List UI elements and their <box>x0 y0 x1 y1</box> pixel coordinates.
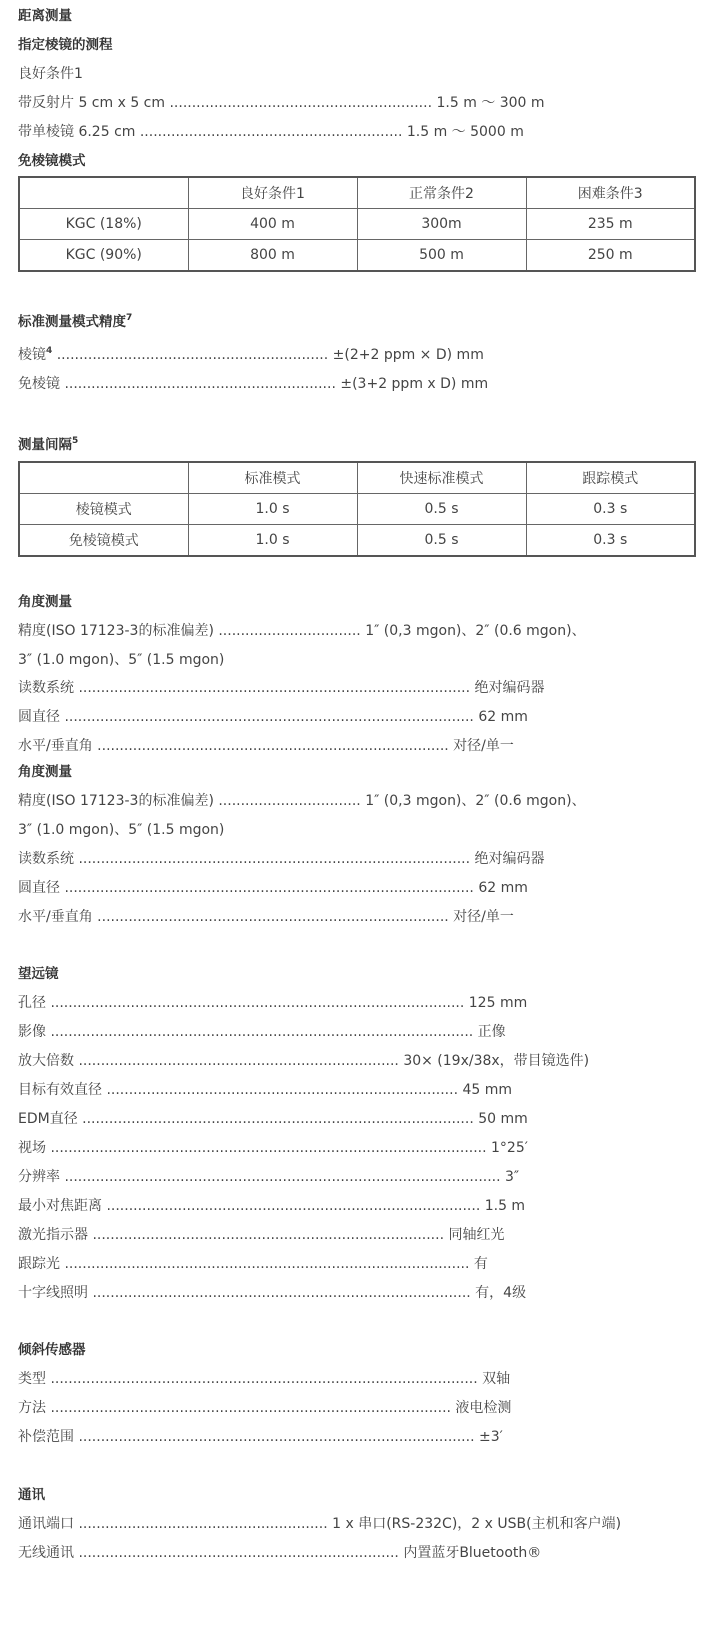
spec-line: 激光指示器 ............................................................................... 同轴红光 <box>18 1227 505 1243</box>
spec-value: ............................................................. ±(2+2 ppm × D) mm <box>52 347 484 363</box>
table-row <box>19 240 695 272</box>
table-cell: 400 m <box>188 209 357 240</box>
spec-line: 类型 ................................................................................................ 双轴 <box>18 1371 511 1387</box>
table-row <box>19 209 695 240</box>
condition-label: 良好条件1 <box>18 66 83 82</box>
table-cell: KGC (18%) <box>19 209 188 240</box>
spec-line: 分辨率 .................................................................................................. 3″ <box>18 1169 520 1185</box>
footnote-marker: 4 <box>46 346 53 356</box>
table-cell: 免棱镜模式 <box>19 525 188 557</box>
spec-line-reading-system: 读数系统 ........................................................................................ 绝对编码器 <box>18 851 545 867</box>
heading-text: 标准测量模式精度 <box>18 314 126 330</box>
spec-line: 孔径 ............................................................................................. 125 mm <box>18 995 528 1011</box>
section-heading-distance: 距离测量 <box>18 8 72 24</box>
table-cell: 跟踪模式 <box>526 462 695 494</box>
table-cell: 800 m <box>188 240 357 272</box>
spec-line-angle-accuracy: 精度(ISO 17123-3的标准偏差) ................................ 1″ (0,3 mgon)、2″ (0.6 mgon)、 <box>18 623 586 639</box>
spec-line: 通讯端口 ........................................................ 1 x 串口(RS-232C)，2 x USB(主机和客户端) <box>18 1516 622 1532</box>
spec-line: 无线通讯 ........................................................................ 内置蓝牙Bluetooth® <box>18 1545 542 1561</box>
heading-text: 测量间隔 <box>18 437 72 453</box>
spec-line: 十字线照明 ..................................................................................... 有，4级 <box>18 1285 527 1301</box>
spec-line: 最小对焦距离 .................................................................................... 1.5 m <box>18 1198 526 1214</box>
table-cell: 500 m <box>357 240 526 272</box>
spec-line: 放大倍数 ........................................................................ 30× (19x/38x，带目镜选件) <box>18 1053 590 1069</box>
spec-line-hv-angle: 水平/垂直角 ............................................................................... 对径/单一 <box>18 909 514 925</box>
table-row <box>19 525 695 557</box>
spec-line-angle-accuracy: 精度(ISO 17123-3的标准偏差) ................................ 1″ (0,3 mgon)、2″ (0.6 mgon)、 <box>18 793 586 809</box>
section-heading-interval <box>18 435 78 455</box>
table-cell: 300m <box>357 209 526 240</box>
subheading-prism-range: 指定棱镜的测程 <box>18 37 113 53</box>
spec-line-prism-accuracy <box>18 345 484 365</box>
table-header-row <box>19 462 695 494</box>
spec-line-circle-diameter: 圆直径 ............................................................................................ 62 mm <box>18 709 528 725</box>
spec-line: 补偿范围 ......................................................................................... ±3′ <box>18 1429 503 1445</box>
spec-line: 跟踪光 ........................................................................................... 有 <box>18 1256 488 1272</box>
table-cell: 250 m <box>526 240 695 272</box>
table-cell: 0.5 s <box>357 494 526 525</box>
spec-line: EDM直径 ........................................................................................ 50 mm <box>18 1111 528 1127</box>
spec-line-circle-diameter: 圆直径 ............................................................................................ 62 mm <box>18 880 528 896</box>
spec-line-angle-accuracy-cont: 3″ (1.0 mgon)、5″ (1.5 mgon) <box>18 822 225 838</box>
table-cell <box>19 462 188 494</box>
section-heading-angle: 角度测量 <box>18 764 72 780</box>
table-row <box>19 494 695 525</box>
table-cell: 困难条件3 <box>526 177 695 209</box>
table-cell: 快速标准模式 <box>357 462 526 494</box>
table-cell: KGC (90%) <box>19 240 188 272</box>
table-cell: 1.0 s <box>188 525 357 557</box>
spec-line: 目标有效直径 ............................................................................... 45 mm <box>18 1082 513 1098</box>
spec-label: 棱镜 <box>18 347 46 363</box>
spec-line: 影像 ............................................................................................... 正像 <box>18 1024 506 1040</box>
section-heading-comm: 通讯 <box>18 1487 45 1503</box>
table-header-row <box>19 177 695 209</box>
section-heading-tilt: 倾斜传感器 <box>18 1342 86 1358</box>
table-cell: 0.3 s <box>526 525 695 557</box>
table-cell: 0.5 s <box>357 525 526 557</box>
spec-line: 方法 .......................................................................................... 液电检测 <box>18 1400 512 1416</box>
table-cell: 正常条件2 <box>357 177 526 209</box>
range-table <box>18 176 696 272</box>
spec-line-single-prism: 带单棱镜 6.25 cm ........................................................... 1.5 m ～ 5000 m <box>18 124 524 140</box>
subheading-reflectorless: 免棱镜模式 <box>18 153 86 169</box>
table-cell: 235 m <box>526 209 695 240</box>
spec-line-reflectorless-accuracy: 免棱镜 ............................................................. ±(3+2 ppm x D) mm <box>18 376 489 392</box>
spec-line-angle-accuracy-cont: 3″ (1.0 mgon)、5″ (1.5 mgon) <box>18 652 225 668</box>
footnote-marker: 5 <box>72 436 79 446</box>
table-cell: 0.3 s <box>526 494 695 525</box>
spec-line-reflector: 带反射片 5 cm x 5 cm ........................................................... 1.5 m ～ 300 m <box>18 95 545 111</box>
table-cell: 1.0 s <box>188 494 357 525</box>
interval-table <box>18 461 696 557</box>
table-cell <box>19 177 188 209</box>
spec-line-hv-angle: 水平/垂直角 ............................................................................... 对径/单一 <box>18 738 514 754</box>
footnote-marker: 7 <box>126 313 133 323</box>
table-cell: 标准模式 <box>188 462 357 494</box>
table-cell: 棱镜模式 <box>19 494 188 525</box>
section-heading-angle: 角度测量 <box>18 594 72 610</box>
section-heading-telescope: 望远镜 <box>18 966 59 982</box>
table-cell: 良好条件1 <box>188 177 357 209</box>
section-heading-accuracy <box>18 312 132 332</box>
spec-line-reading-system: 读数系统 ........................................................................................ 绝对编码器 <box>18 680 545 696</box>
spec-line: 视场 .................................................................................................. 1°25′ <box>18 1140 528 1156</box>
